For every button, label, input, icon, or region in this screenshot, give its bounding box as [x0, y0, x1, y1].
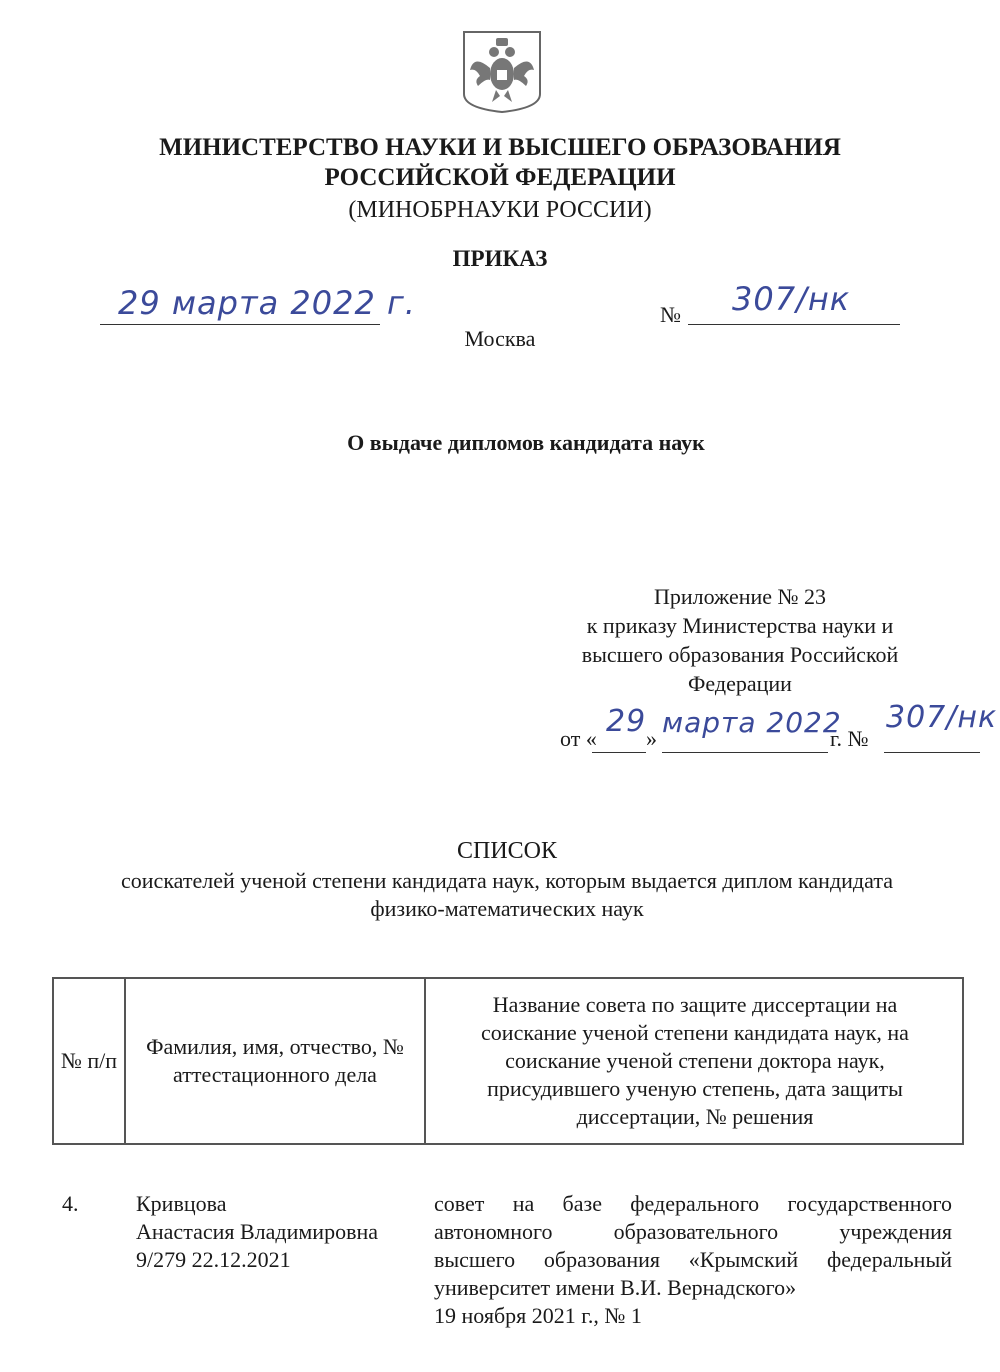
row-council — [434, 1190, 952, 1330]
header-name: Фамилия, имя, отчество, № аттестационного дела — [126, 979, 426, 1143]
appendix-quote-close: » — [646, 726, 657, 751]
row-council-line3: высшего образования «Крымский федеральный — [434, 1247, 952, 1272]
list-subtitle-line2: физико-математических наук — [370, 896, 644, 921]
appendix-number-underline — [884, 752, 980, 753]
number-sign: № — [660, 302, 681, 327]
ministry-name-line2: РОССИЙСКОЙ ФЕДЕРАЦИИ — [324, 164, 676, 191]
row-council-line2: автономного образовательного учреждения — [434, 1219, 952, 1244]
coat-of-arms-icon — [460, 28, 544, 114]
list-title: СПИСОК — [456, 838, 558, 864]
row-council-line4: университет имени В.И. Вернадского» — [434, 1275, 797, 1300]
row-num: 4. — [62, 1191, 79, 1216]
header-council: Название совета по защите диссертации на соискание ученой степени кандидата наук, на соискание ученой степени доктора наук, присудившего ученую степень, дата защиты диссертации, № решения — [481, 992, 909, 1129]
header-num: № п/п — [54, 979, 126, 1143]
appendix-year-suffix: г. № — [830, 726, 869, 751]
appendix-month-handwritten: марта 2022 — [662, 706, 842, 739]
appendix-month-underline — [662, 752, 828, 753]
appendix-day-handwritten: 29 — [606, 704, 647, 739]
table-header — [52, 977, 964, 1145]
appendix-day-underline — [592, 752, 646, 753]
row-name — [136, 1190, 378, 1274]
list-subtitle-line1: соискателей ученой степени кандидата наук, которым выдается диплом кандидата — [121, 868, 893, 893]
row-name-line3: 9/279 22.12.2021 — [136, 1247, 291, 1272]
appendix-from-prefix: от « — [560, 726, 597, 751]
row-council-line5: 19 ноября 2021 г., № 1 — [434, 1303, 642, 1328]
row-name-line1: Кривцова — [136, 1191, 227, 1216]
city: Москва — [464, 326, 536, 351]
appendix-line2: к приказу Министерства науки и — [586, 613, 894, 638]
order-number-handwritten: 307/нк — [732, 280, 851, 318]
order-subject: О выдаче дипломов кандидата наук — [347, 430, 705, 455]
appendix-line1: Приложение № 23 — [653, 584, 827, 609]
appendix-number-handwritten: 307/нк — [886, 700, 998, 735]
document-type: ПРИКАЗ — [452, 246, 548, 271]
date-underline — [100, 324, 380, 325]
ministry-name-line1: МИНИСТЕРСТВО НАУКИ И ВЫСШЕГО ОБРАЗОВАНИЯ — [159, 134, 841, 161]
row-council-line1: совет на базе федерального государственного — [434, 1191, 952, 1216]
order-date-handwritten: 29 марта 2022 г. — [118, 284, 416, 322]
row-name-line2: Анастасия Владимировна — [136, 1219, 378, 1244]
appendix-line4: Федерации — [688, 671, 792, 696]
appendix-line3: высшего образования Российской — [581, 642, 899, 667]
ministry-short-name: (МИНОБРНАУКИ РОССИИ) — [348, 197, 652, 223]
appendix-block — [540, 582, 940, 698]
number-underline — [688, 324, 900, 325]
